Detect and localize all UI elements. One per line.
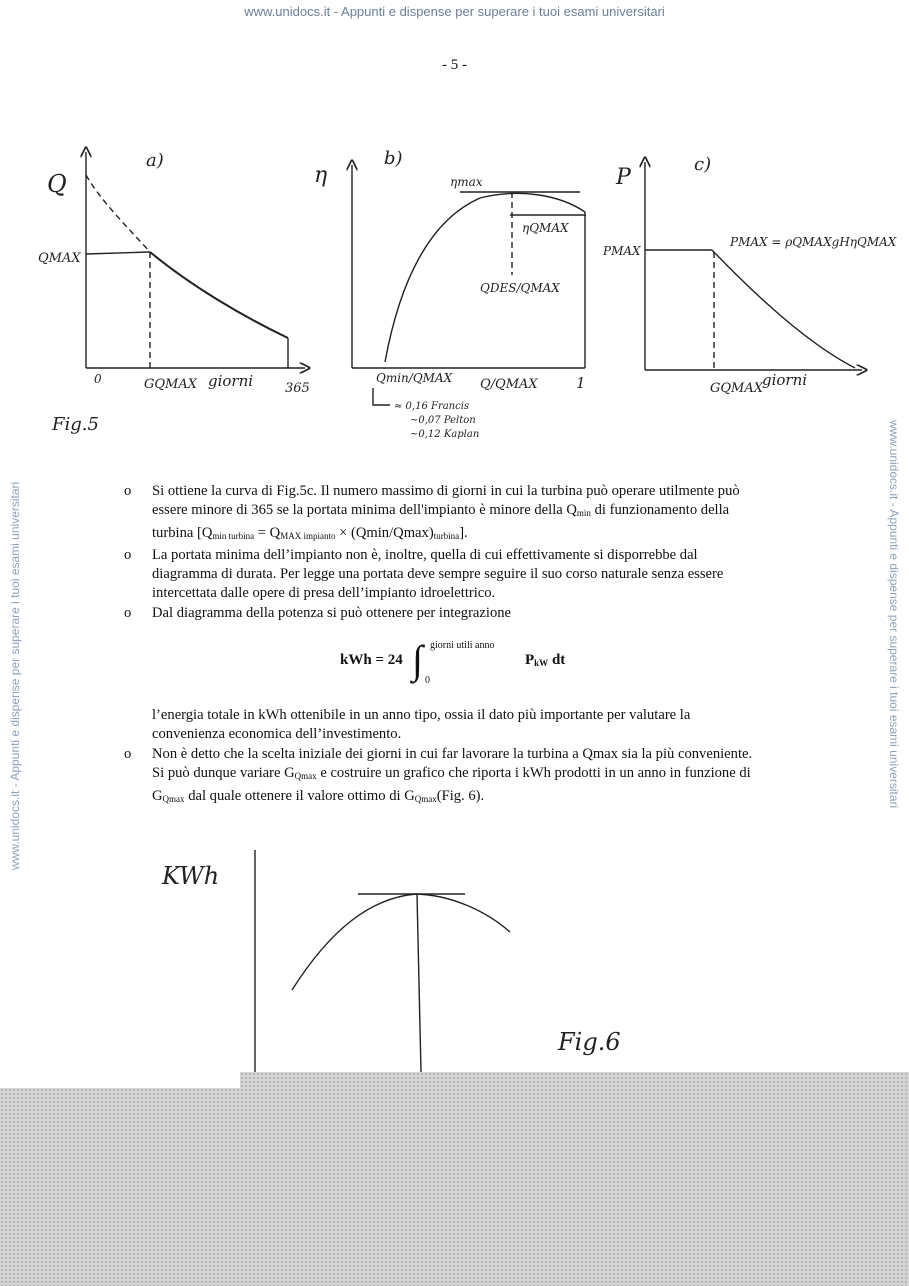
- fig5a-end-label: 365: [285, 381, 310, 396]
- fig5b-etaq: ηQMAX: [522, 221, 569, 235]
- fig5a-x-label: giorni: [208, 372, 254, 390]
- fig5a-plot: [86, 152, 305, 368]
- integral-sign-icon: ∫: [412, 637, 423, 682]
- fig5b-qdes-label: QDES/QMAX: [480, 281, 560, 295]
- fig5a-tag: a): [146, 150, 164, 171]
- formula-lower-limit: 0: [425, 675, 430, 686]
- paragraph-energy: l’energia totale in kWh ottenibile in un anno tipo, ossia il dato più importante per valutare la convenienza economica dell’investimento.: [152, 707, 691, 743]
- formula-p-sub: kW: [534, 658, 549, 668]
- fig5c-formula: PMAX = ρQMAXgHηQMAX: [730, 235, 897, 249]
- bullet-mark: o: [124, 746, 132, 762]
- bullet-4-sub1: Qmax: [294, 771, 317, 782]
- fig5a-y-label: Q: [47, 170, 67, 198]
- formula-dt: dt: [548, 652, 566, 668]
- fig5c-pmax-label: PMAX: [603, 244, 641, 258]
- fig5c-y-label: P: [616, 165, 631, 190]
- bullet-mark: o: [124, 604, 132, 621]
- fig5c-x-label: giorni: [762, 371, 808, 389]
- fig5b-note-kaplan: ~0,12 Kaplan: [410, 429, 480, 440]
- bullet-2-text: La portata minima dell’impianto non è, inoltre, quella di cui effettivamente si disporrebbe dal diagramma di durata. Per legge una portata deve sempre seguire il suo corso naturale senza essere intercettata dalle opere di presa dell’impianto idroelettrico.: [152, 546, 724, 602]
- bullet-mark: o: [124, 483, 132, 499]
- bullet-1: [122, 482, 762, 546]
- fig5b-note-arrow: [373, 388, 390, 405]
- bullet-1-sub: min: [576, 508, 591, 519]
- fig5c-power-curve: [712, 250, 855, 368]
- bullet-1-sub2: min turbina: [212, 530, 255, 541]
- fig5a-origin: 0: [94, 372, 102, 386]
- bullet-1-sub4: turbina: [433, 530, 460, 541]
- bullet-1-text2: di funzionamento della turbina [Q: [152, 502, 730, 541]
- bullet-4: [122, 745, 762, 809]
- formula-lhs: kWh = 24: [340, 652, 403, 668]
- fig6-kwh-curve: [292, 894, 510, 990]
- bullet-2: [122, 546, 762, 604]
- energy-formula: [340, 637, 620, 690]
- bullet-4-text: Non è detto che la scelta iniziale dei giorni in cui far lavorare la turbina a Qmax sia la più conveniente. Si può dunque variare G: [152, 746, 753, 782]
- fig5a-gq-label: GQMAX: [144, 377, 197, 392]
- fig5b-tag: b): [384, 148, 403, 169]
- fig5b-etamax: ηmax: [450, 175, 483, 189]
- fig5a-qmax-line: [86, 252, 150, 254]
- formula-body: [525, 652, 565, 669]
- fig6-plot: [255, 850, 510, 1082]
- fig5c-plot: [645, 162, 862, 370]
- side-watermark-left: www.unidocs.it - Appunti e dispense per superare i tuoi esami universitari: [8, 481, 22, 870]
- fig5b-x-label: Q/QMAX: [480, 377, 538, 392]
- bullet-3: [122, 604, 762, 623]
- bullet-1-sub3: MAX impianto: [280, 530, 336, 541]
- fig5c-gq-label: GQMAX: [710, 381, 763, 396]
- bullet-4-sub3: Qmax: [414, 793, 437, 804]
- watermark-header: www.unidocs.it - Appunti e dispense per superare i tuoi esami universitari: [244, 4, 665, 19]
- formula-upper-limit: giorni utili anno: [430, 640, 495, 651]
- fig5b-note-pelton: ~0,07 Pelton: [410, 415, 476, 426]
- fig5b-note-francis: ≈ 0,16 Francis: [394, 401, 470, 412]
- bullet-1-text5: ].: [459, 524, 468, 541]
- bullet-1-text: Si ottiene la curva di Fig.5c. Il numero massimo di giorni in cui la turbina può operare utilmente può essere minore di 365 se la portata minima dell'impianto è minore della Q: [152, 483, 740, 519]
- bullet-list-2: [122, 745, 762, 809]
- fig6-optimum-vertical: [417, 894, 421, 1072]
- bullet-3-text: Dal diagramma della potenza si può ottenere per integrazione: [152, 604, 512, 621]
- bullet-4-sub2: Qmax: [162, 793, 185, 804]
- side-watermark-right: www.unidocs.it - Appunti e dispense per superare i tuoi esami universitari: [887, 420, 901, 809]
- fig6-y-label: KWh: [162, 862, 220, 890]
- fig5a-qmax-label: QMAX: [38, 251, 81, 266]
- fig6-caption: Fig.6: [558, 1028, 621, 1056]
- fig5a-duration-curve: [150, 252, 288, 338]
- bullet-list: [122, 482, 762, 623]
- bullet-1-text4: × (Qmin/Qmax): [335, 524, 434, 541]
- fig5b-x-end: 1: [576, 374, 586, 392]
- formula-p: P: [525, 652, 535, 668]
- page-number: - 5 -: [442, 57, 467, 73]
- fig5c-tag: c): [694, 154, 712, 175]
- bullet-1-text3: = Q: [254, 524, 281, 541]
- bullet-mark: o: [124, 546, 132, 563]
- bullet-4-text4: (Fig. 6).: [436, 787, 485, 804]
- fig5b-y-label: η: [314, 163, 328, 188]
- fig5a-dashed-curve: [86, 175, 150, 252]
- fig5-caption: Fig.5: [52, 414, 99, 435]
- fig5b-efficiency-curve: [385, 193, 585, 362]
- fig5b-x-start: Qmin/QMAX: [376, 371, 453, 385]
- bullet-4-text2: e costruire un grafico che riporta i kWh prodotti in un anno in funzione di G: [152, 765, 751, 804]
- bullet-4-text3: dal quale ottenere il valore ottimo di G: [184, 787, 415, 804]
- scan-overlay: [0, 1088, 909, 1286]
